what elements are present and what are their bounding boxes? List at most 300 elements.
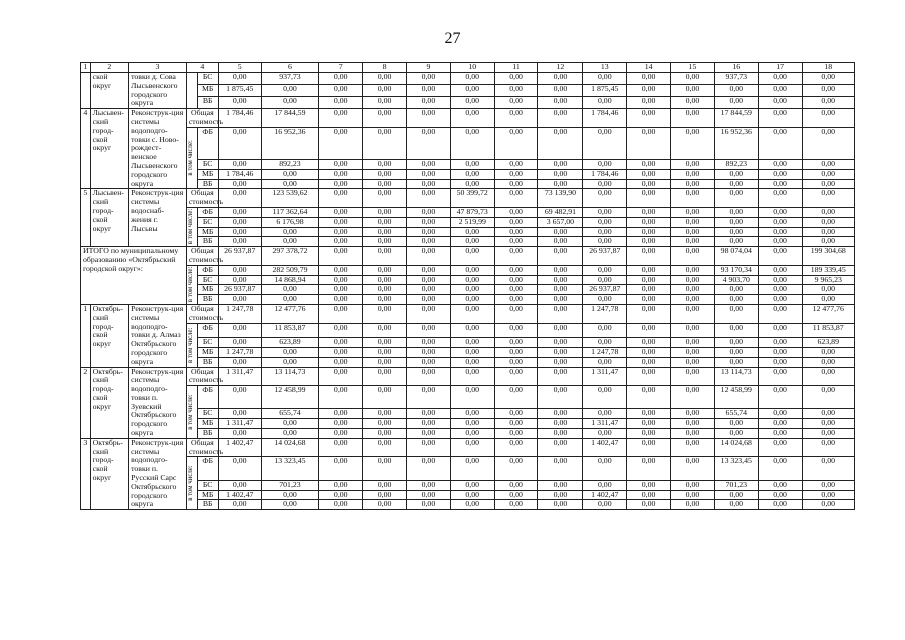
value-cell: 0,00 bbox=[319, 367, 363, 386]
value-cell: 0,00 bbox=[407, 179, 451, 189]
value-cell: 0,00 bbox=[538, 285, 583, 295]
value-cell: 0,00 bbox=[627, 85, 671, 97]
value-cell: 0,00 bbox=[494, 169, 538, 179]
value-cell: 0,00 bbox=[407, 490, 451, 500]
value-cell: 0,00 bbox=[450, 429, 494, 439]
value-cell: 0,00 bbox=[627, 500, 671, 510]
value-cell: 0,00 bbox=[218, 323, 261, 338]
spacer-cell bbox=[186, 73, 197, 109]
value-cell: 0,00 bbox=[802, 169, 854, 179]
value-cell: 1 247,78 bbox=[218, 304, 261, 323]
value-cell: 0,00 bbox=[494, 285, 538, 295]
value-cell: 0,00 bbox=[671, 480, 715, 490]
value-cell: 0,00 bbox=[319, 285, 363, 295]
value-cell: 0,00 bbox=[758, 285, 802, 295]
value-cell: 0,00 bbox=[671, 357, 715, 367]
source-cell: ФБ bbox=[197, 457, 218, 480]
value-cell: 123 539,62 bbox=[261, 189, 319, 208]
value-cell: 0,00 bbox=[714, 85, 758, 97]
value-cell: 0,00 bbox=[758, 323, 802, 338]
value-cell: 0,00 bbox=[363, 73, 407, 85]
value-cell: 0,00 bbox=[671, 73, 715, 85]
value-cell: 0,00 bbox=[758, 295, 802, 305]
value-cell: 0,00 bbox=[671, 127, 715, 159]
value-cell: 0,00 bbox=[363, 189, 407, 208]
table-row bbox=[81, 304, 855, 323]
total-label: ИТОГО по муниципальному образованию «Октябрьский городской округ»: bbox=[81, 247, 187, 305]
total-cost-label: Общая стоимость bbox=[186, 109, 218, 128]
value-cell: 0,00 bbox=[538, 480, 583, 490]
value-cell: 0,00 bbox=[363, 85, 407, 97]
value-cell: 0,00 bbox=[758, 73, 802, 85]
value-cell: 0,00 bbox=[218, 429, 261, 439]
value-cell: 0,00 bbox=[218, 295, 261, 305]
municipality-cell: Октябрь-ский город-ской округ bbox=[90, 367, 128, 438]
value-cell: 0,00 bbox=[319, 85, 363, 97]
value-cell: 0,00 bbox=[218, 207, 261, 217]
column-header: 13 bbox=[583, 63, 627, 73]
value-cell: 0,00 bbox=[583, 386, 627, 409]
value-cell: 0,00 bbox=[627, 207, 671, 217]
value-cell: 0,00 bbox=[583, 275, 627, 285]
value-cell: 0,00 bbox=[627, 304, 671, 323]
value-cell: 0,00 bbox=[627, 295, 671, 305]
value-cell: 0,00 bbox=[758, 265, 802, 275]
value-cell: 0,00 bbox=[671, 438, 715, 457]
value-cell: 0,00 bbox=[450, 85, 494, 97]
value-cell: 1 402,47 bbox=[218, 438, 261, 457]
value-cell: 9 965,23 bbox=[802, 275, 854, 285]
value-cell: 0,00 bbox=[671, 500, 715, 510]
value-cell: 0,00 bbox=[671, 217, 715, 227]
value-cell: 26 937,87 bbox=[583, 247, 627, 266]
value-cell: 1 402,47 bbox=[218, 490, 261, 500]
value-cell: 0,00 bbox=[407, 457, 451, 480]
value-cell: 0,00 bbox=[261, 179, 319, 189]
value-cell: 0,00 bbox=[714, 227, 758, 237]
value-cell: 0,00 bbox=[261, 419, 319, 429]
value-cell: 0,00 bbox=[627, 386, 671, 409]
value-cell: 0,00 bbox=[714, 207, 758, 217]
value-cell: 0,00 bbox=[627, 189, 671, 208]
value-cell: 0,00 bbox=[714, 217, 758, 227]
value-cell: 93 170,34 bbox=[714, 265, 758, 275]
municipality-cell: ской округ bbox=[90, 73, 128, 109]
value-cell: 0,00 bbox=[450, 159, 494, 169]
value-cell: 98 074,04 bbox=[714, 247, 758, 266]
value-cell: 0,00 bbox=[538, 438, 583, 457]
value-cell: 0,00 bbox=[714, 338, 758, 348]
value-cell: 0,00 bbox=[802, 227, 854, 237]
value-cell: 0,00 bbox=[218, 457, 261, 480]
row-number: 3 bbox=[81, 438, 91, 509]
value-cell: 0,00 bbox=[363, 237, 407, 247]
value-cell: 0,00 bbox=[407, 217, 451, 227]
value-cell: 623,89 bbox=[261, 338, 319, 348]
value-cell: 0,00 bbox=[494, 438, 538, 457]
value-cell: 0,00 bbox=[450, 97, 494, 109]
value-cell: 0,00 bbox=[671, 429, 715, 439]
value-cell: 0,00 bbox=[450, 438, 494, 457]
value-cell: 0,00 bbox=[494, 127, 538, 159]
value-cell: 0,00 bbox=[758, 207, 802, 217]
value-cell: 0,00 bbox=[802, 480, 854, 490]
value-cell: 0,00 bbox=[627, 457, 671, 480]
value-cell: 0,00 bbox=[758, 386, 802, 409]
value-cell: 0,00 bbox=[407, 189, 451, 208]
value-cell: 17 844,59 bbox=[714, 109, 758, 128]
value-cell: 0,00 bbox=[671, 227, 715, 237]
value-cell: 0,00 bbox=[218, 179, 261, 189]
project-cell: Реконструк-ция системы водоснаб-жения г. Лысьвы bbox=[129, 189, 187, 247]
value-cell: 0,00 bbox=[627, 169, 671, 179]
value-cell: 0,00 bbox=[802, 237, 854, 247]
value-cell: 0,00 bbox=[538, 490, 583, 500]
column-header: 5 bbox=[218, 63, 261, 73]
value-cell: 0,00 bbox=[450, 275, 494, 285]
column-header: 3 bbox=[129, 63, 187, 73]
value-cell: 0,00 bbox=[627, 480, 671, 490]
value-cell: 0,00 bbox=[363, 265, 407, 275]
value-cell: 0,00 bbox=[494, 429, 538, 439]
value-cell: 0,00 bbox=[671, 237, 715, 247]
source-cell: ФБ bbox=[197, 323, 218, 338]
value-cell: 26 937,87 bbox=[218, 247, 261, 266]
value-cell: 0,00 bbox=[714, 429, 758, 439]
value-cell: 0,00 bbox=[450, 237, 494, 247]
value-cell: 0,00 bbox=[758, 347, 802, 357]
value-cell: 0,00 bbox=[218, 409, 261, 419]
value-cell: 0,00 bbox=[758, 247, 802, 266]
project-cell: товки д. Сова Лысьвенского городского округа bbox=[129, 73, 187, 109]
value-cell: 0,00 bbox=[758, 169, 802, 179]
value-cell: 0,00 bbox=[363, 357, 407, 367]
value-cell: 0,00 bbox=[627, 217, 671, 227]
value-cell: 0,00 bbox=[714, 357, 758, 367]
value-cell: 11 853,87 bbox=[261, 323, 319, 338]
source-cell: ВБ bbox=[197, 295, 218, 305]
value-cell: 0,00 bbox=[671, 295, 715, 305]
value-cell: 0,00 bbox=[538, 179, 583, 189]
source-cell: ФБ bbox=[197, 207, 218, 217]
value-cell: 0,00 bbox=[407, 438, 451, 457]
value-cell: 0,00 bbox=[538, 386, 583, 409]
value-cell: 0,00 bbox=[218, 275, 261, 285]
value-cell: 0,00 bbox=[758, 217, 802, 227]
value-cell: 0,00 bbox=[319, 490, 363, 500]
value-cell: 0,00 bbox=[218, 237, 261, 247]
source-cell: ВБ bbox=[197, 500, 218, 510]
value-cell: 0,00 bbox=[583, 207, 627, 217]
value-cell: 0,00 bbox=[261, 357, 319, 367]
value-cell: 0,00 bbox=[758, 357, 802, 367]
value-cell: 0,00 bbox=[802, 357, 854, 367]
value-cell: 0,00 bbox=[319, 237, 363, 247]
value-cell: 0,00 bbox=[363, 275, 407, 285]
value-cell: 0,00 bbox=[363, 169, 407, 179]
value-cell: 0,00 bbox=[583, 265, 627, 275]
value-cell: 937,73 bbox=[261, 73, 319, 85]
value-cell: 0,00 bbox=[583, 97, 627, 109]
value-cell: 0,00 bbox=[319, 500, 363, 510]
value-cell: 655,74 bbox=[261, 409, 319, 419]
value-cell: 11 853,87 bbox=[802, 323, 854, 338]
value-cell: 0,00 bbox=[494, 386, 538, 409]
value-cell: 0,00 bbox=[494, 207, 538, 217]
value-cell: 0,00 bbox=[802, 109, 854, 128]
column-header: 2 bbox=[90, 63, 128, 73]
value-cell: 12 458,99 bbox=[714, 386, 758, 409]
value-cell: 0,00 bbox=[671, 159, 715, 169]
value-cell: 0,00 bbox=[494, 490, 538, 500]
value-cell: 0,00 bbox=[627, 419, 671, 429]
value-cell: 0,00 bbox=[627, 109, 671, 128]
value-cell: 0,00 bbox=[450, 480, 494, 490]
value-cell: 13 323,45 bbox=[714, 457, 758, 480]
value-cell: 0,00 bbox=[363, 323, 407, 338]
value-cell: 1 311,47 bbox=[583, 367, 627, 386]
value-cell: 0,00 bbox=[450, 179, 494, 189]
value-cell: 0,00 bbox=[363, 386, 407, 409]
value-cell: 0,00 bbox=[319, 179, 363, 189]
value-cell: 0,00 bbox=[407, 227, 451, 237]
value-cell: 0,00 bbox=[714, 295, 758, 305]
value-cell: 0,00 bbox=[758, 429, 802, 439]
value-cell: 0,00 bbox=[538, 419, 583, 429]
value-cell: 0,00 bbox=[494, 217, 538, 227]
table-row bbox=[81, 85, 855, 97]
value-cell: 0,00 bbox=[319, 409, 363, 419]
value-cell: 0,00 bbox=[494, 419, 538, 429]
value-cell: 0,00 bbox=[319, 357, 363, 367]
value-cell: 73 139,90 bbox=[538, 189, 583, 208]
table-row bbox=[81, 323, 855, 338]
value-cell: 0,00 bbox=[363, 207, 407, 217]
value-cell: 16 952,36 bbox=[714, 127, 758, 159]
value-cell: 0,00 bbox=[802, 386, 854, 409]
value-cell: 0,00 bbox=[627, 179, 671, 189]
value-cell: 0,00 bbox=[758, 304, 802, 323]
value-cell: 0,00 bbox=[407, 386, 451, 409]
value-cell: 0,00 bbox=[583, 429, 627, 439]
value-cell: 0,00 bbox=[538, 265, 583, 275]
value-cell: 0,00 bbox=[538, 295, 583, 305]
value-cell: 0,00 bbox=[802, 73, 854, 85]
value-cell: 892,23 bbox=[714, 159, 758, 169]
source-cell: БС bbox=[197, 217, 218, 227]
source-cell: БС bbox=[197, 338, 218, 348]
value-cell: 0,00 bbox=[627, 429, 671, 439]
source-cell: ВБ bbox=[197, 179, 218, 189]
value-cell: 0,00 bbox=[218, 500, 261, 510]
value-cell: 0,00 bbox=[714, 490, 758, 500]
value-cell: 0,00 bbox=[319, 275, 363, 285]
value-cell: 0,00 bbox=[363, 97, 407, 109]
value-cell: 0,00 bbox=[538, 409, 583, 419]
value-cell: 0,00 bbox=[494, 367, 538, 386]
value-cell: 0,00 bbox=[538, 73, 583, 85]
value-cell: 0,00 bbox=[671, 457, 715, 480]
value-cell: 1 784,46 bbox=[218, 169, 261, 179]
column-header: 4 bbox=[186, 63, 218, 73]
value-cell: 1 402,47 bbox=[583, 490, 627, 500]
value-cell: 0,00 bbox=[494, 480, 538, 490]
source-cell: БС bbox=[197, 73, 218, 85]
value-cell: 1 311,47 bbox=[218, 367, 261, 386]
value-cell: 1 311,47 bbox=[583, 419, 627, 429]
value-cell: 0,00 bbox=[450, 127, 494, 159]
value-cell: 0,00 bbox=[363, 127, 407, 159]
value-cell: 0,00 bbox=[218, 127, 261, 159]
value-cell: 0,00 bbox=[494, 97, 538, 109]
value-cell: 0,00 bbox=[261, 295, 319, 305]
value-cell: 0,00 bbox=[407, 127, 451, 159]
value-cell: 0,00 bbox=[714, 189, 758, 208]
value-cell: 0,00 bbox=[218, 357, 261, 367]
value-cell: 0,00 bbox=[363, 500, 407, 510]
source-cell: БС bbox=[197, 409, 218, 419]
value-cell: 0,00 bbox=[407, 500, 451, 510]
column-header: 10 bbox=[450, 63, 494, 73]
value-cell: 0,00 bbox=[758, 237, 802, 247]
value-cell: 0,00 bbox=[671, 169, 715, 179]
value-cell: 0,00 bbox=[758, 127, 802, 159]
value-cell: 17 844,59 bbox=[261, 109, 319, 128]
value-cell: 0,00 bbox=[450, 367, 494, 386]
value-cell: 0,00 bbox=[450, 295, 494, 305]
value-cell: 0,00 bbox=[407, 429, 451, 439]
value-cell: 0,00 bbox=[450, 347, 494, 357]
column-header: 8 bbox=[363, 63, 407, 73]
value-cell: 0,00 bbox=[714, 323, 758, 338]
value-cell: 297 378,72 bbox=[261, 247, 319, 266]
column-header: 11 bbox=[494, 63, 538, 73]
value-cell: 0,00 bbox=[671, 386, 715, 409]
value-cell: 1 784,46 bbox=[218, 109, 261, 128]
value-cell: 0,00 bbox=[407, 304, 451, 323]
value-cell: 0,00 bbox=[319, 247, 363, 266]
value-cell: 26 937,87 bbox=[218, 285, 261, 295]
value-cell: 0,00 bbox=[319, 217, 363, 227]
value-cell: 0,00 bbox=[494, 338, 538, 348]
value-cell: 14 868,94 bbox=[261, 275, 319, 285]
value-cell: 937,73 bbox=[714, 73, 758, 85]
value-cell: 0,00 bbox=[802, 85, 854, 97]
value-cell: 0,00 bbox=[758, 438, 802, 457]
value-cell: 0,00 bbox=[407, 237, 451, 247]
value-cell: 0,00 bbox=[450, 304, 494, 323]
value-cell: 0,00 bbox=[583, 409, 627, 419]
value-cell: 0,00 bbox=[363, 457, 407, 480]
value-cell: 0,00 bbox=[407, 419, 451, 429]
value-cell: 0,00 bbox=[583, 227, 627, 237]
column-header: 15 bbox=[671, 63, 715, 73]
column-header: 14 bbox=[627, 63, 671, 73]
value-cell: 0,00 bbox=[758, 419, 802, 429]
source-cell: ВБ bbox=[197, 237, 218, 247]
value-cell: 0,00 bbox=[583, 217, 627, 227]
value-cell: 0,00 bbox=[538, 429, 583, 439]
value-cell: 0,00 bbox=[319, 189, 363, 208]
value-cell: 0,00 bbox=[319, 304, 363, 323]
value-cell: 0,00 bbox=[802, 457, 854, 480]
column-header: 7 bbox=[319, 63, 363, 73]
value-cell: 0,00 bbox=[363, 438, 407, 457]
value-cell: 0,00 bbox=[758, 409, 802, 419]
value-cell: 0,00 bbox=[583, 500, 627, 510]
value-cell: 12 458,99 bbox=[261, 386, 319, 409]
value-cell: 0,00 bbox=[494, 189, 538, 208]
value-cell: 1 402,47 bbox=[583, 438, 627, 457]
value-cell: 0,00 bbox=[583, 73, 627, 85]
value-cell: 0,00 bbox=[627, 357, 671, 367]
value-cell: 0,00 bbox=[671, 189, 715, 208]
value-cell: 0,00 bbox=[407, 367, 451, 386]
value-cell: 0,00 bbox=[261, 85, 319, 97]
value-cell: 0,00 bbox=[802, 367, 854, 386]
value-cell: 1 247,78 bbox=[583, 304, 627, 323]
value-cell: 0,00 bbox=[538, 169, 583, 179]
value-cell: 0,00 bbox=[261, 97, 319, 109]
value-cell: 701,23 bbox=[714, 480, 758, 490]
value-cell: 0,00 bbox=[802, 490, 854, 500]
source-cell: ФБ bbox=[197, 265, 218, 275]
including-label: в том числе: bbox=[186, 386, 197, 439]
total-cost-label: Общая стоимость bbox=[186, 189, 218, 208]
value-cell: 6 176,98 bbox=[261, 217, 319, 227]
project-cell: Реконструк-ция системы водоподго-товки д. Алмаз Октябрьского городского округа bbox=[129, 304, 187, 367]
value-cell: 0,00 bbox=[319, 207, 363, 217]
value-cell: 0,00 bbox=[363, 179, 407, 189]
source-cell: ФБ bbox=[197, 386, 218, 409]
value-cell: 0,00 bbox=[627, 227, 671, 237]
value-cell: 0,00 bbox=[450, 457, 494, 480]
value-cell: 12 477,76 bbox=[261, 304, 319, 323]
column-header: 12 bbox=[538, 63, 583, 73]
value-cell: 0,00 bbox=[802, 347, 854, 357]
column-header: 16 bbox=[714, 63, 758, 73]
value-cell: 0,00 bbox=[407, 169, 451, 179]
value-cell: 0,00 bbox=[627, 237, 671, 247]
value-cell: 0,00 bbox=[758, 109, 802, 128]
value-cell: 0,00 bbox=[450, 500, 494, 510]
value-cell: 0,00 bbox=[627, 285, 671, 295]
value-cell: 0,00 bbox=[261, 347, 319, 357]
value-cell: 892,23 bbox=[261, 159, 319, 169]
value-cell: 1 875,45 bbox=[218, 85, 261, 97]
value-cell: 0,00 bbox=[583, 127, 627, 159]
value-cell: 0,00 bbox=[319, 295, 363, 305]
value-cell: 0,00 bbox=[218, 159, 261, 169]
table-row bbox=[81, 127, 855, 159]
value-cell: 0,00 bbox=[627, 159, 671, 169]
value-cell: 0,00 bbox=[363, 247, 407, 266]
value-cell: 0,00 bbox=[450, 285, 494, 295]
header-row bbox=[81, 63, 855, 73]
value-cell: 0,00 bbox=[583, 480, 627, 490]
value-cell: 0,00 bbox=[671, 247, 715, 266]
value-cell: 701,23 bbox=[261, 480, 319, 490]
row-number bbox=[81, 73, 91, 109]
value-cell: 0,00 bbox=[319, 159, 363, 169]
value-cell: 0,00 bbox=[802, 189, 854, 208]
value-cell: 0,00 bbox=[538, 237, 583, 247]
table-row bbox=[81, 73, 855, 85]
value-cell: 1 247,78 bbox=[218, 347, 261, 357]
value-cell: 0,00 bbox=[714, 97, 758, 109]
value-cell: 0,00 bbox=[802, 207, 854, 217]
row-number: 2 bbox=[81, 367, 91, 438]
